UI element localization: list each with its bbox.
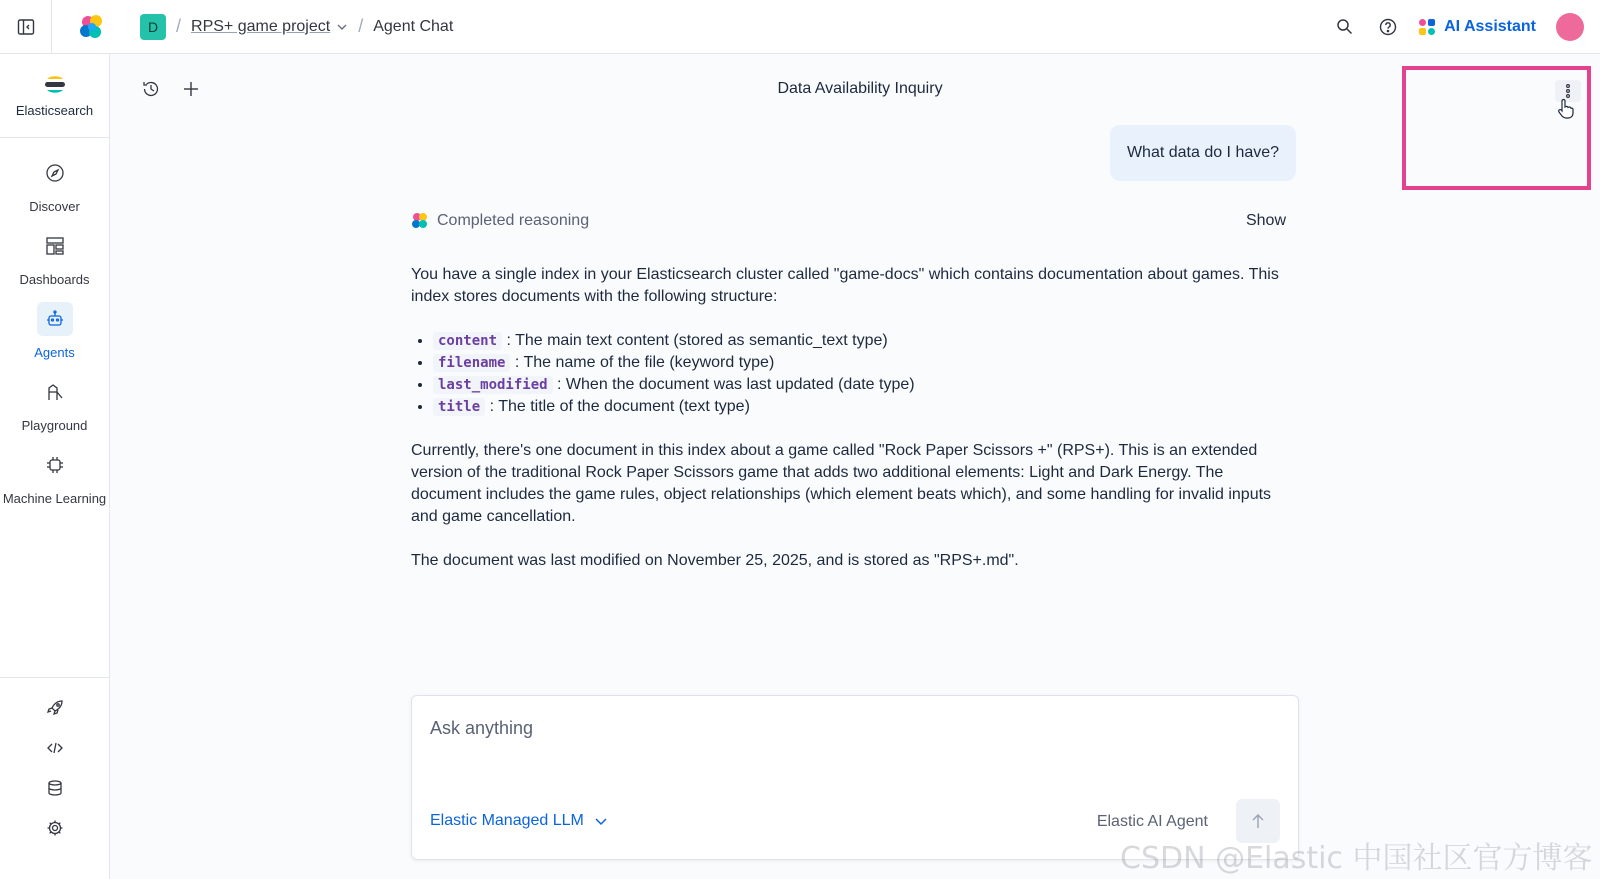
history-button[interactable] [140, 78, 162, 100]
field-name: filename [433, 354, 510, 372]
search-button[interactable] [1322, 0, 1366, 54]
arrow-up-icon [1251, 813, 1265, 829]
help-button[interactable] [1366, 0, 1410, 54]
field-description: : The title of the document (text type) [489, 398, 750, 415]
sidebar-toggle-icon [17, 18, 35, 36]
breadcrumb-project[interactable] [191, 18, 348, 36]
answer-paragraph: The document was last modified on November 25, 2025, and is stored as "RPS+.md". [411, 552, 1019, 569]
list-item [433, 352, 1291, 374]
elastic-logo[interactable] [52, 13, 132, 41]
sidebar-item-label: Agents [34, 345, 75, 360]
nav-brand-label: Elasticsearch [15, 103, 94, 118]
nav-brand[interactable] [0, 54, 109, 138]
ai-assistant-button[interactable] [1418, 18, 1536, 36]
sidebar-item-discover[interactable] [0, 148, 109, 221]
playground-icon [37, 375, 73, 409]
side-navigation [0, 54, 110, 879]
gear-icon[interactable] [44, 818, 66, 838]
sidebar-item-dashboards[interactable] [0, 221, 109, 294]
history-icon [142, 80, 160, 98]
field-description: : When the document was last updated (date type) [557, 376, 915, 393]
llm-selector-label: Elastic Managed LLM [430, 812, 584, 829]
llm-selector[interactable] [430, 812, 608, 830]
list-item [433, 396, 1291, 418]
elasticsearch-logo-icon [44, 73, 66, 97]
sidebar-item-label: Dashboards [19, 272, 90, 287]
conversation-toolbar [140, 78, 202, 100]
hand-cursor-icon [1557, 98, 1575, 120]
code-icon[interactable] [44, 738, 66, 758]
answer-paragraph: Currently, there's one document in this index about a game called "Rock Paper Scissors +" (RPS+). This is an extended version of the traditional Rock Paper Scissors game that adds two additional elements: Light and Dark Energy. The document includes the game rules, object relationships (which element beats which), and some handling for invalid inputs and game cancellation. [411, 442, 1272, 525]
user-message: What data do I have? [1110, 125, 1296, 181]
elastic-agent-icon [411, 212, 429, 230]
sidebar-item-label: Discover [29, 199, 80, 214]
list-item [433, 330, 1291, 352]
chevron-down-icon [336, 21, 348, 33]
conversation-title: Data Availability Inquiry [777, 80, 943, 97]
field-description: : The name of the file (keyword type) [514, 354, 775, 371]
robot-icon [37, 302, 73, 336]
field-name: last_modified [433, 376, 553, 394]
breadcrumb-project-label: RPS+ game project [191, 17, 331, 35]
breadcrumb-separator: / [358, 16, 364, 36]
sidebar-item-label: Playground [21, 418, 88, 433]
show-reasoning-button[interactable]: Show [1245, 212, 1286, 229]
ml-icon [37, 448, 73, 482]
plus-icon [183, 81, 199, 97]
field-description: : The main text content (stored as semantic_text type) [506, 332, 888, 349]
field-name: title [433, 398, 485, 416]
top-header [0, 0, 1600, 54]
more-vertical-icon [1565, 83, 1571, 99]
reasoning-label: Completed reasoning [437, 212, 590, 229]
list-item [433, 374, 1291, 396]
sidebar-item-agents[interactable] [0, 294, 109, 367]
user-avatar[interactable] [1556, 13, 1584, 41]
elastic-cluster-icon [78, 13, 106, 41]
watermark: CSDN @Elastic 中国社区官方博客 [1120, 841, 1593, 876]
sidebar-item-machine-learning[interactable] [0, 440, 109, 513]
agent-selector[interactable]: Elastic AI Agent [1096, 813, 1208, 830]
collapse-sidebar-button[interactable] [0, 0, 52, 54]
compass-icon [37, 156, 73, 190]
breadcrumb-separator: / [176, 16, 182, 36]
chat-input-placeholder[interactable]: Ask anything [430, 718, 534, 738]
field-name: content [433, 332, 502, 350]
sidebar-footer [0, 677, 110, 879]
chevron-down-icon [594, 814, 608, 828]
ai-assistant-label: AI Assistant [1444, 17, 1536, 35]
field-list [433, 330, 1291, 418]
dashboard-icon [37, 229, 73, 263]
ai-assistant-icon [1418, 18, 1436, 36]
database-icon[interactable] [44, 778, 66, 798]
breadcrumb-current: Agent Chat [373, 17, 454, 35]
new-conversation-button[interactable] [180, 78, 202, 100]
reasoning-row [411, 212, 1286, 230]
space-avatar[interactable]: D [140, 14, 166, 40]
sidebar-item-label: Machine Learning [2, 491, 107, 506]
help-icon [1379, 18, 1397, 36]
search-icon [1336, 18, 1353, 35]
rocket-icon[interactable] [44, 698, 66, 718]
answer-intro: You have a single index in your Elasticsearch cluster called "game-docs" which contains documentation about games. This index stores documents with the following structure: [411, 266, 1279, 305]
sidebar-item-playground[interactable] [0, 367, 109, 440]
assistant-answer [411, 264, 1291, 594]
